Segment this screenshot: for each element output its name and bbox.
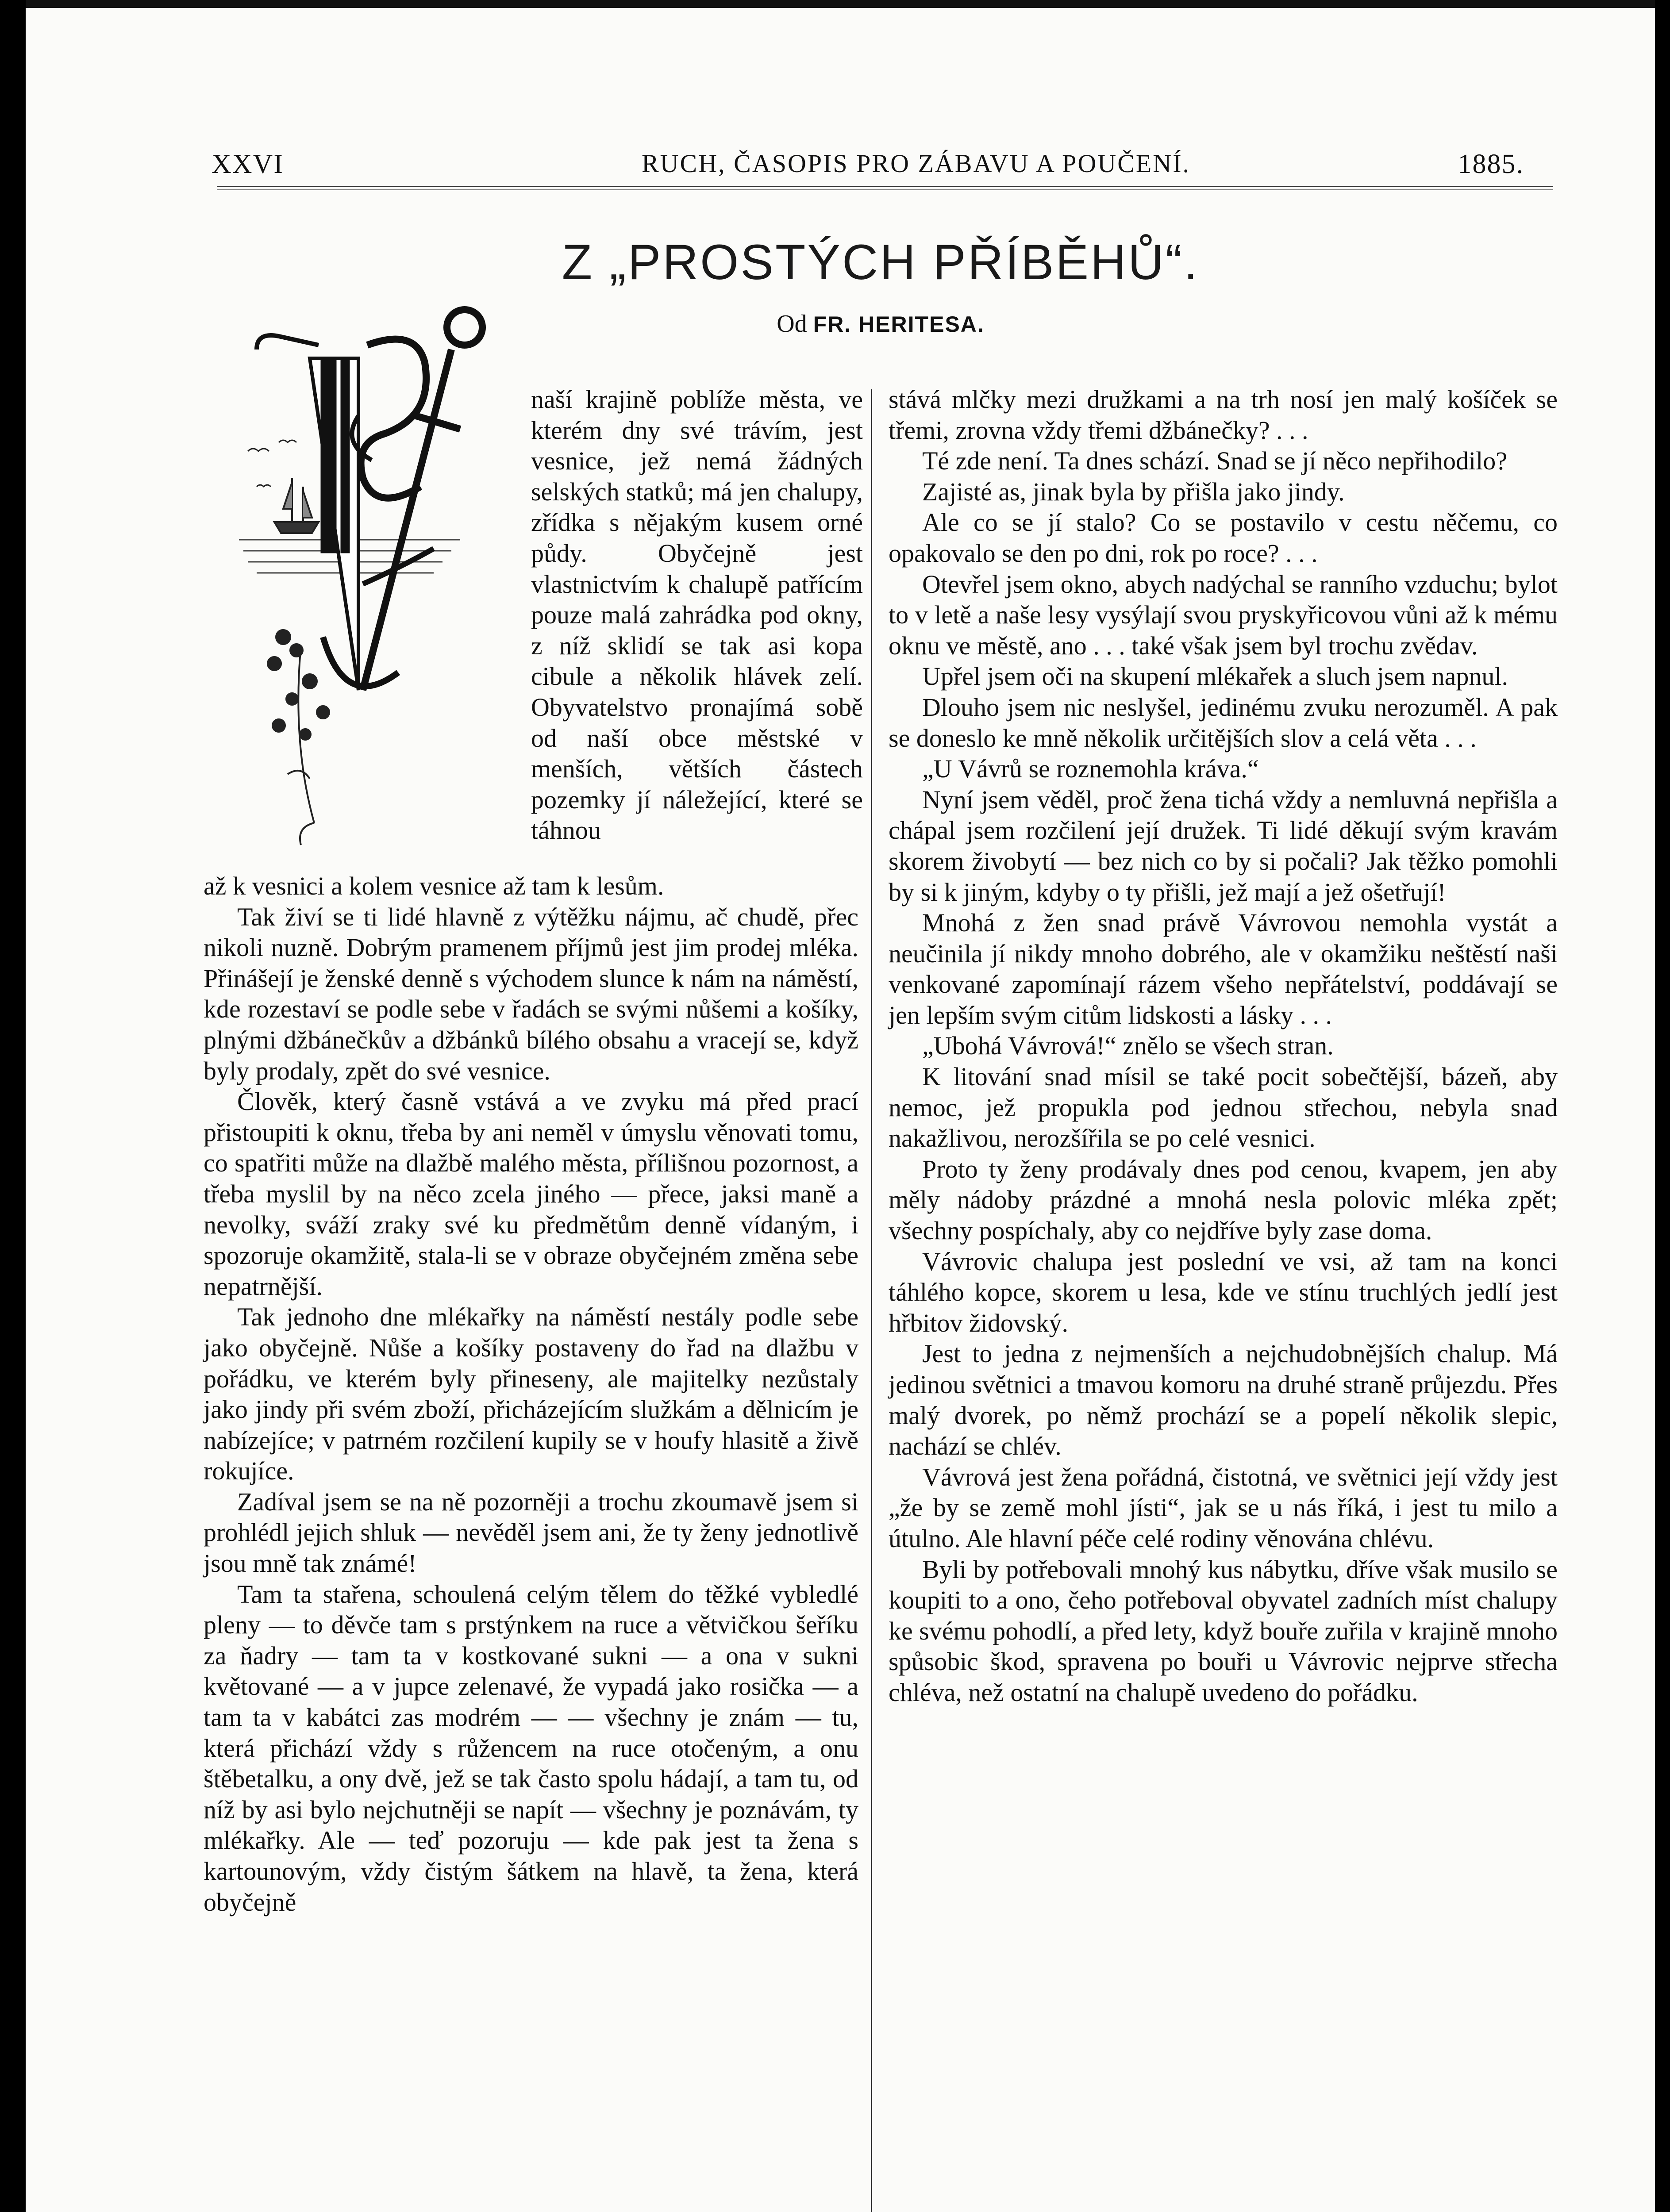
paragraph: Vávrovic chalupa jest poslední ve vsi, až tam na konci táhlého kopce, skorem u lesa, kde ve stínu truchlých jedlí jest hřbitov židovský. — [889, 1247, 1558, 1337]
paragraph: K litování snad mísil se také pocit sobečtější, bázeň, aby nemoc, jež propukla pod jednou střechou, nebyla snad nakažlivou, nerozšířila se po celé vesnici. — [889, 1062, 1558, 1153]
paragraph: Ale co se jí stalo? Co se postavilo v cestu něčemu, co opakovalo se den po dni, rok po roce? . . . — [889, 508, 1558, 568]
byline-prefix: Od — [777, 310, 807, 338]
paragraph: Byli by potřebovali mnohý kus nábytku, dříve však musilo se koupiti to a ono, čeho potřeboval obyvatel zadních míst chalupy ke svému pohodlí, a před lety, když bouře zuřila v krajině mnoho spůsobic škod, spravena po bouři u Vávrovic nejprve střecha chléva, než ostatní na chalupě uvedeno do pořádku. — [889, 1555, 1558, 1707]
paragraph: Zajisté as, jinak byla by přišla jako jindy. — [922, 477, 1345, 506]
paragraph: Té zde není. Ta dnes schází. Snad se jí něco nepřihodilo? — [922, 446, 1507, 476]
paragraph: Tam ta stařena, schoulená celým tělem do těžké vybledlé pleny — to děvče tam s prstýnkem na ruce a větvičkou šeříku za ňadry — tam ta v kostkované sukni — a ona v sukni květované — a v jupce zelenavé, že vypadá jako rosička — a tam ta v kabátci zas modrém — — všechny je znám — tu, která přichází vždy s růžencem na ruce otočeným, a onu štěbetalku, a ony dvě, jež se tak často spolu hádají, a tam tu, od níž by asi bylo nejchutněji se napít — všechny je poznávám, ty mlékařky. Ale — teď pozoruju — kde pak jest ta žena s kartounovým, vždy čistým šátkem na hlavě, ta žena, která obyčejně — [204, 1579, 858, 1916]
running-head-journal: RUCH, ČASOPIS PRO ZÁBAVU A POUČENÍ. — [641, 149, 1191, 178]
dropcap-illustration — [230, 301, 540, 858]
author-name: FR. HERITESA. — [813, 312, 985, 337]
byline — [620, 310, 1142, 338]
left-column — [204, 871, 858, 1917]
scan-border-left — [0, 0, 26, 2212]
scan-border-right — [1655, 0, 1670, 2212]
paragraph: Upřel jsem oči na skupení mlékařek a sluch jsem napnul. — [922, 662, 1508, 691]
right-column — [889, 384, 1558, 1708]
paragraph: Tak jednoho dne mlékařky na náměstí nestály podle sebe jako obyčejně. Nůše a košíky postaveny do řad na dlažbu v pořádku, ve kterém byly přineseny, ale majitelky nezůstaly jako jindy při svém zboží, přicházejícím služkám a dělnicím je nabízejíce; v patrném rozčilení kupily se v houfy hlasitě a živě rokujíce. — [204, 1302, 858, 1486]
paragraph: „U Vávrů se roznemohla kráva.“ — [922, 754, 1259, 783]
article-title: Z „PROSTÝCH PŘÍBĚHŮ“. — [562, 234, 1200, 290]
paragraph: Zadíval jsem se na ně pozorněji a trochu zkoumavě jsem si prohlédl jejich shluk — nevěděl jsem ani, že ty ženy jednotlivě jsou mně tak známé! — [204, 1487, 858, 1578]
paragraph: Člověk, který časně vstává a ve zvyku má před prací přistoupiti k oknu, třeba by ani neměl v úmyslu věnovati tomu, co spatřiti může na dlažbě malého města, přílišnou pozornost, a třeba myslil by na něco zcela jiného — přece, jaksi maně a nevolky, sváží zraky své ku předmětům denně vídaným, i spozoruje okamžitě, stala-li se v obraze obyčejném změna sebe nepatrnější. — [204, 1087, 858, 1301]
birds-icon — [248, 440, 296, 487]
column-divider — [871, 389, 872, 2212]
paragraph: Mnohá z žen snad právě Vávrovou nemohla vystát a neučinila jí nikdy mnoho dobrého, ale v okamžiku neštěstí naši venkované zapomínají rázem všeho nepřátelství, poddávají se jen lepším svým citům lidskosti a lásky . . . — [889, 908, 1558, 1029]
running-head-year: 1885. — [1458, 149, 1524, 179]
left-column-top — [531, 384, 863, 846]
paragraph: Proto ty ženy prodávaly dnes pod cenou, kvapem, jen aby měly nádoby prázdné a mnohá nesla polovic mléka zpět; všechny pospíchaly, aby co nejdříve byly zase doma. — [889, 1154, 1558, 1245]
paragraph: Jest to jedna z nejmenších a nejchudobnějších chalup. Má jedinou světnici a tmavou komoru na druhé straně průjezdu. Přes malý dvorek, po němž prochází se a popelí několik slepic, nachází se chlév. — [889, 1339, 1558, 1461]
paragraph: Nyní jsem věděl, proč žena tichá vždy a nemluvná nepřišla a chápal jsem rozčilení její družek. Ti lidé děkují svým kravám skorem živobytí — bez nich co by si počali? Jak těžko pomohli by si k jiným, kdyby o ty přišli, jež mají a jež ošetřují! — [889, 785, 1558, 906]
paragraph: Dlouho jsem nic neslyšel, jedinému zvuku nerozuměl. A pak se doneslo ke mně několik určitějších slov a celá věta . . . — [889, 692, 1558, 753]
paragraph: Otevřel jsem okno, abych nadýchal se ranního vzduchu; bylot to v letě a naše lesy vysýlají svou pryskyřicovou vůni až k mému oknu ve městě, ano . . . také však jsem byl trochu zvědav. — [889, 569, 1558, 660]
ship-icon — [274, 478, 319, 533]
running-head-volume: XXVI — [212, 149, 284, 179]
paragraph: až k vesnici a kolem vesnice až tam k lesům. — [204, 872, 664, 900]
paragraph: Vávrová jest žena pořádná, čistotná, ve světnici její vždy jest „že by se země mohl jísti“, jak se u nás říká, i jest tu milo a útulno. Ale hlavní péče celé rodiny věnována chlévu. — [889, 1462, 1558, 1553]
flowers-icon — [268, 630, 329, 845]
header-rule — [217, 186, 1553, 190]
paragraph: „Ubohá Vávrová!“ znělo se všech stran. — [922, 1031, 1334, 1060]
paragraph: Tak živí se ti lidé hlavně z výtěžku nájmu, ač chudě, přec nikoli nuzně. Dobrým pramenem příjmů jest jim prodej mléka. Přinášejí je ženské denně s východem slunce k nám na náměstí, kde rozestaví se podle sebe v řadách se svými nůšemi a košíky, plnými džbánečkův a džbánků bílého obsahu a vracejí se, když byly prodaly, zpět do své vesnice. — [204, 902, 858, 1085]
scan-border-top — [0, 0, 1670, 8]
paragraph: naší krajině poblíže města, ve kterém dny své trávím, jest vesnice, jež nemá žádných selských statků; má jen chalupy, zřídka s nějakým kusem orné půdy. Obyčejně jest vlastnictvím k chalupě patřícím pouze malá zahrádka pod okny, z níž sklidí se tak asi kopa cibule a několik hlávek zelí. Obyvatelstvo pronajímá sobě od naší obce městské v menších, větších částech pozemky jí náležející, které se táhnou — [531, 385, 863, 845]
paragraph: stává mlčky mezi družkami a na trh nosí jen malý košíček se třemi, zrovna vždy třemi džbánečky? . . . — [889, 385, 1558, 445]
